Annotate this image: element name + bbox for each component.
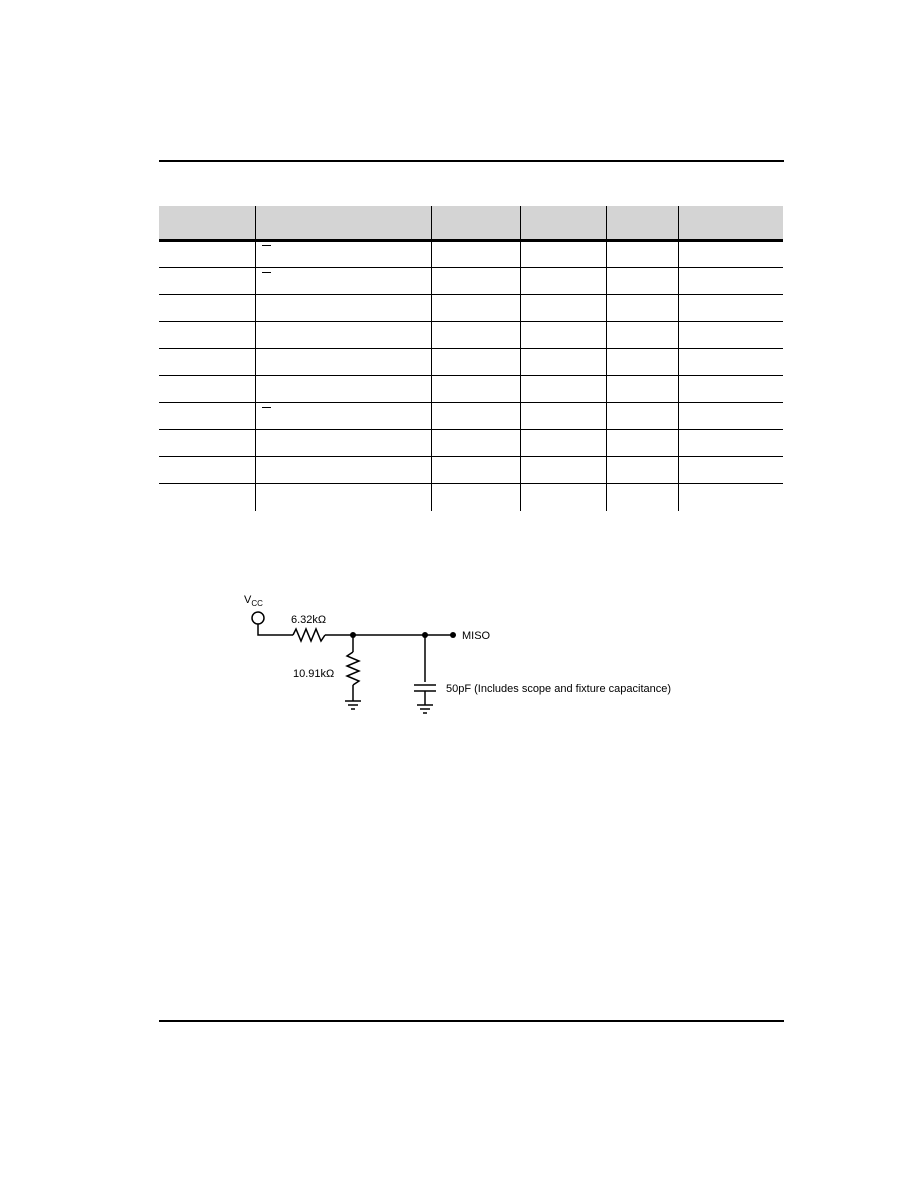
miso-label: MISO: [462, 630, 491, 642]
r1-label: 6.32kΩ: [291, 614, 327, 626]
resistor-r1-icon: [293, 629, 325, 641]
overbar-mark: [262, 245, 271, 246]
r2-label: 10.91kΩ: [293, 668, 335, 680]
row-divider: [159, 294, 783, 295]
junction-dot: [350, 632, 356, 638]
ground-icon: [345, 701, 361, 709]
header-rule: [159, 239, 783, 242]
row-divider: [159, 456, 783, 457]
junction-dot: [422, 632, 428, 638]
row-divider: [159, 375, 783, 376]
row-divider: [159, 429, 783, 430]
resistor-r2-icon: [347, 652, 359, 685]
column-divider: [606, 206, 607, 511]
overbar-mark: [262, 272, 271, 273]
capacitor-label: 50pF (Includes scope and fixture capacitance): [446, 683, 672, 695]
row-divider: [159, 483, 783, 484]
vcc-terminal-icon: [252, 612, 264, 624]
bottom-rule: [159, 1020, 784, 1022]
column-divider: [255, 206, 256, 511]
capacitor-icon: [414, 685, 436, 691]
row-divider: [159, 321, 783, 322]
table-header: [159, 206, 783, 239]
row-divider: [159, 348, 783, 349]
overbar-mark: [262, 407, 271, 408]
column-divider: [520, 206, 521, 511]
test-load-circuit: [235, 588, 715, 728]
top-rule: [159, 160, 784, 162]
column-divider: [431, 206, 432, 511]
column-divider: [678, 206, 679, 511]
spec-table: [159, 206, 783, 511]
ground-icon: [417, 705, 433, 713]
row-divider: [159, 267, 783, 268]
vcc-label: $V_{CC}$: [244, 594, 263, 608]
miso-terminal-dot: [450, 632, 456, 638]
wire: [258, 624, 293, 635]
row-divider: [159, 402, 783, 403]
